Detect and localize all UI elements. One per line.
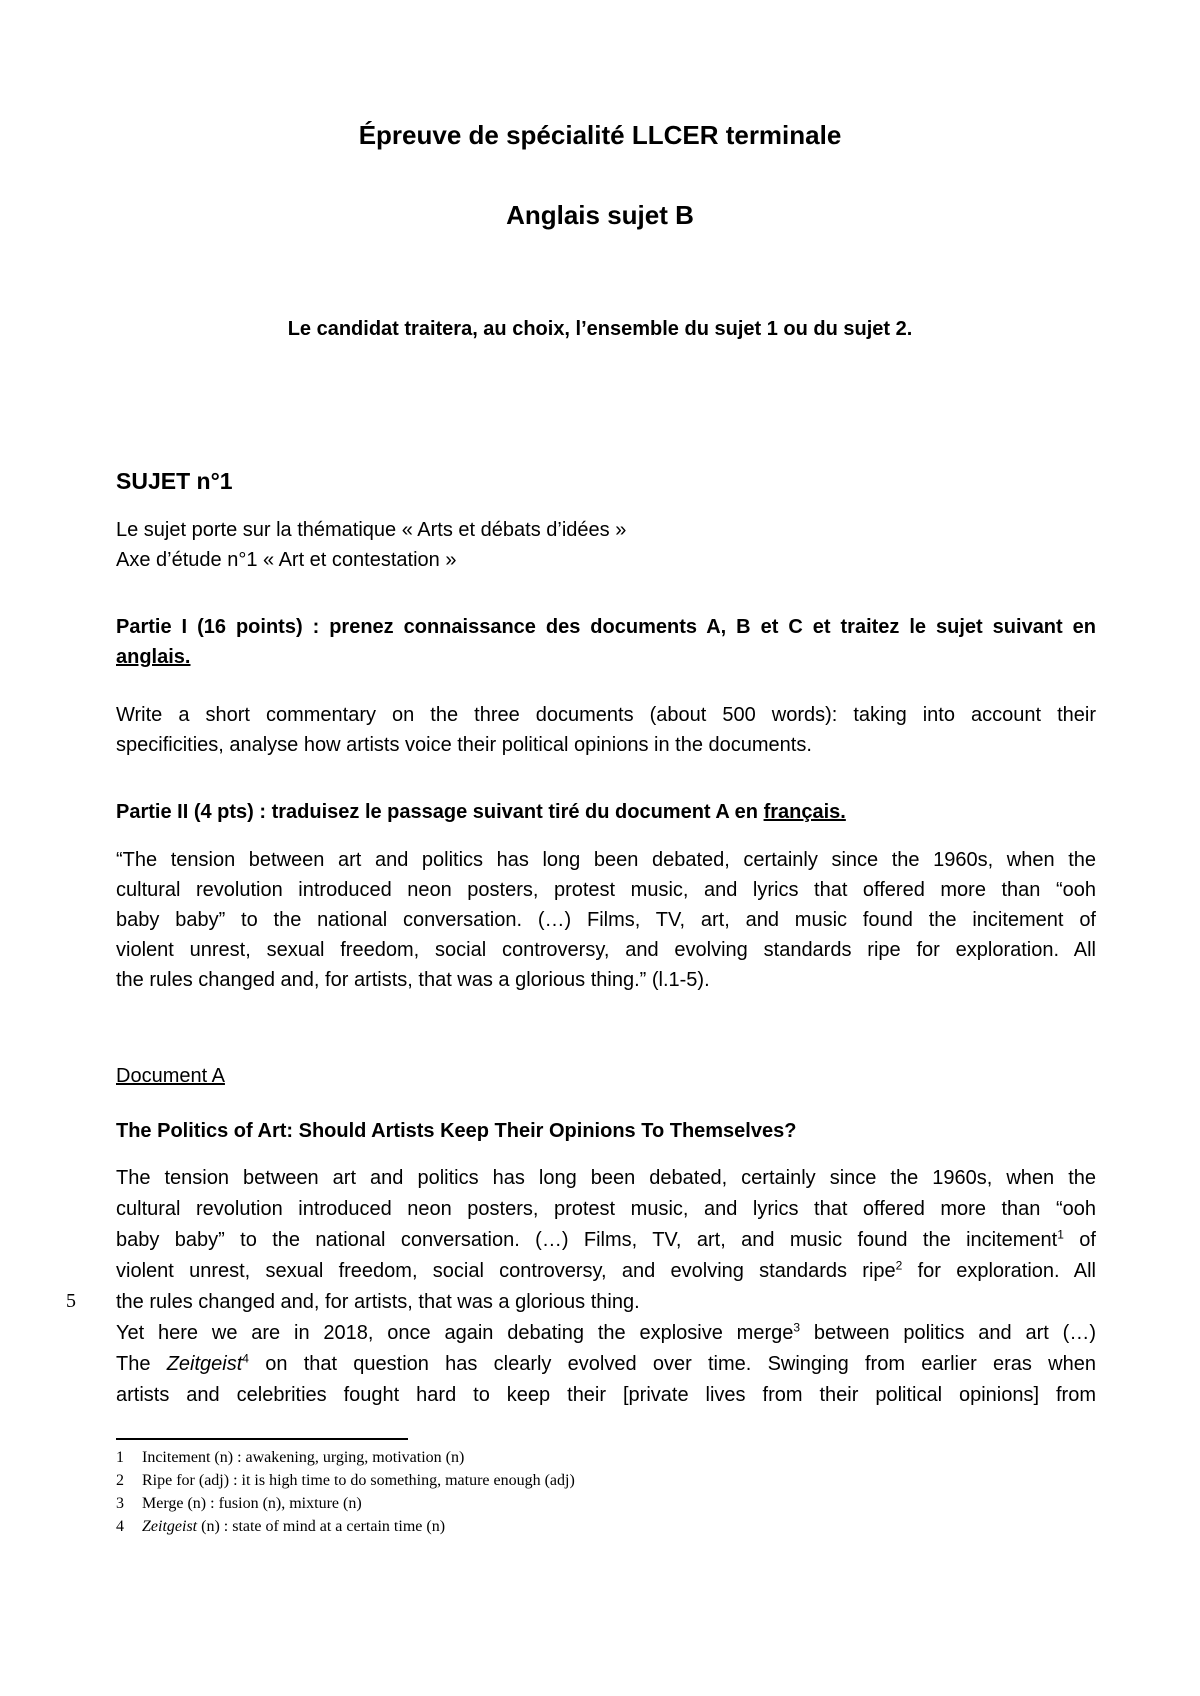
doc-line-4: violent unrest, sexual freedom, social controversy, and evolving standards ripe$^2$ for exploration. All — [116, 1258, 1097, 1282]
doc-line-7: The Zeitgeist$^4$ on that question has clearly evolved over time. Swinging from earlier eras when — [116, 1351, 1096, 1375]
doc-line-1: The tension between art and politics has long been debated, certainly since the 1960s, when the — [116, 1167, 1096, 1189]
footnote-item: 4 Zeitgeist (n) : state of mind at a certain time (n) — [116, 1518, 446, 1535]
quote-line-3: baby baby” to the national conversation. (…) Films, TV, art, and music found the incitement of — [116, 909, 1096, 931]
document-a-body — [116, 1163, 1096, 1411]
line-number-5: 5 — [66, 1290, 76, 1312]
quote-line-2: cultural revolution introduced neon posters, protest music, and lyrics that offered more than “ooh — [116, 879, 1096, 901]
exam-title: Épreuve de spécialité LLCER terminale — [358, 120, 842, 150]
footnotes — [116, 1446, 1016, 1538]
footnote-item: 3 Merge (n) : fusion (n), mixture (n) — [116, 1495, 362, 1512]
footnote-ref-1: 1 — [1057, 1227, 1064, 1242]
partie2-instruction — [116, 797, 1096, 827]
partie1-prefix: Partie I (16 points) : prenez connaissance des documents A, B et C et traitez le sujet suivant en — [116, 616, 1096, 638]
doc-line-5: the rules changed and, for artists, that was a glorious thing. — [116, 1291, 640, 1313]
partie1-task-line-2: specificities, analyse how artists voice their political opinions in the documents. — [116, 734, 812, 756]
exam-instruction: Le candidat traitera, au choix, l’ensemble du sujet 1 ou du sujet 2. — [287, 318, 913, 340]
partie1-language: anglais. — [116, 646, 191, 668]
doc-line-2: cultural revolution introduced neon posters, protest music, and lyrics that offered more than “ooh — [116, 1198, 1096, 1220]
partie1-instruction — [116, 612, 1096, 672]
doc-line-6: Yet here we are in 2018, once again debating the explosive merge$^3$ between politics and art (…) — [116, 1320, 1096, 1344]
quote-line-1: “The tension between art and politics has long been debated, certainly since the 1960s, when the — [116, 849, 1096, 871]
theme-block — [116, 515, 1096, 575]
footnote-ref-2: 2 — [895, 1258, 903, 1273]
footnote-ref-4: 4 — [242, 1351, 249, 1366]
partie2-mid: traduisez le passage suivant tiré du document A en — [266, 801, 764, 823]
axe-line: Axe d’étude n°1 « Art et contestation » — [116, 549, 457, 571]
footnote-item: 2 Ripe for (adj) : it is high time to do something, mature enough (adj) — [116, 1472, 575, 1489]
quote-line-5: the rules changed and, for artists, that was a glorious thing.” (l.1-5). — [116, 969, 710, 991]
translation-passage — [116, 845, 1096, 995]
footnote-divider — [116, 1438, 408, 1440]
footnote-ref-3: 3 — [793, 1320, 801, 1335]
partie2-language: français. — [763, 801, 846, 823]
doc-line-8: artists and celebrities fought hard to keep their [private lives from their political opinions] from — [116, 1384, 1096, 1406]
document-a-title: The Politics of Art: Should Artists Keep Their Opinions To Themselves? — [116, 1120, 797, 1142]
document-a-label: Document A — [116, 1065, 225, 1087]
theme-line: Le sujet porte sur la thématique « Arts et débats d’idées » — [116, 519, 627, 541]
partie1-task — [116, 700, 1096, 760]
partie1-task-line-1: Write a short commentary on the three documents (about 500 words): taking into account their — [116, 704, 1096, 726]
sujet-heading: SUJET n°1 — [116, 468, 233, 494]
quote-line-4: violent unrest, sexual freedom, social controversy, and evolving standards ripe for exploration. All — [116, 939, 1096, 961]
partie2-prefix: Partie II (4 pts) : — [116, 801, 267, 823]
doc-line-3: baby baby” to the national conversation. (…) Films, TV, art, and music found the incitement$^1$ of — [116, 1227, 1096, 1251]
footnote-item: 1 Incitement (n) : awakening, urging, motivation (n) — [116, 1449, 465, 1466]
exam-subtitle: Anglais sujet B — [506, 200, 694, 230]
